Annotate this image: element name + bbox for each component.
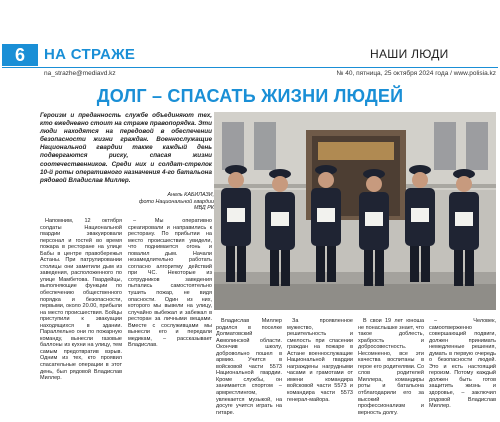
rubric-label: НАШИ ЛЮДИ	[370, 47, 449, 61]
article-photo	[214, 112, 496, 310]
article-lead: Героизм и преданность службе объединяют тех, кто ежедневно стоит на страже правопорядка. Эти люди находятся на передовой в обеспечении безопасности жизни граждан. Военнослужащие Национальной гвардии также каждый день подвергаются риску, спасая жизни соотечественников. Среди них и солдат-стрелок 10-й роты оперативного назначения 4-го батальона рядовой Владислав Миллер.	[40, 112, 212, 184]
page-number: 6	[2, 44, 38, 66]
newspaper-title: НА СТРАЖЕ	[44, 46, 136, 63]
author-credit	[132, 192, 214, 212]
article-column-3: Владислав Миллер родился в поселке Долматовский Акмолинской области. Окончив школу, добровольно пошел в армию. Учится в войсковой части 5573 Национальной гвардии. Кроме службы, он занимается спортом – армрестлингом, увлекается музыкой, на досуге учится играть на гитаре.	[216, 318, 282, 416]
header-divider	[2, 67, 498, 68]
author-name: Анель КАБИЛАЗИ,	[167, 192, 214, 198]
photo-credit: фото Национальной гвардии МВД РК	[138, 198, 214, 212]
article-column-5: В свои 19 лет юноша не понаслышке знает, что такое доблесть, храбрость и добросовестность. Несомненно, все эти качества воспитаны в герое его родителями. Со слов родителей Миллера, командиры роты и батальона отблагодарили его за высокий профессионализм и верность долгу.	[358, 318, 424, 416]
article-column-6: – Человек, самоотверженно совершающий подвиги, должен принимать немедленные решения, думать в первую очередь о безопасности людей. Это и есть настоящий героизм. Потому каждый должен быть готов защитить жизнь и здоровье, – заключил рядовой Владислав Миллер.	[429, 318, 496, 410]
editor-email: na_strazhe@mediavd.kz	[44, 70, 116, 77]
article-column-1: Напомним, 12 октября солдаты Национальной гвардии эвакуировали персонал и гостей во время пожара в ресторане на улице Бабы в центре правобережья Астаны. При патрулировании столицы они заметили дым из заведения, расположенного по улице Мамбетова. Гвардейцы, выполняющие функции по обеспечению общественного порядка и безопасности, первыми, около 20.00, прибыли на место происшествия. Бойцы приступили к эвакуации находящихся в здании. Параллельно они по пожарную команду, вынесли газовые баллоны из кухни на улицу, тем самым предотвратив взрыв. Одним из тех, кто проявил спасательные операции в этот день, был рядовой Владислав Миллер.	[40, 218, 122, 382]
article-column-4: За проявленное мужество, решительность и смелость при спасении граждан на пожаре в Астане военнослужащие Национальной гвардии награждены нагрудными часами и грамотами от имени командира войсковой части 5573 и командира части 5573 генерал-майора.	[287, 318, 353, 403]
article-column-2: – Мы оперативно среагировали и направились к ресторану. По прибытии на место происшествия увидели, что поднимается огонь и повалил дым. Начали незамедлительно работать согласно алгоритму действий при ЧС. Некоторые из сотрудников заведения пытались самостоятельно тушить пожар, не видя опасности. Один из них, которого мы вывели на улицу, случайно выбежал и забежал в ресторан за личными вещами. Вместе с сослуживцами мы вынесли его и передали медикам, – рассказывает Владислав.	[128, 218, 212, 349]
issue-info: № 40, пятница, 25 октября 2024 года / www.polisia.kz	[336, 70, 496, 77]
article-headline: ДОЛГ – СПАСАТЬ ЖИЗНИ ЛЮДЕЙ	[96, 86, 404, 106]
